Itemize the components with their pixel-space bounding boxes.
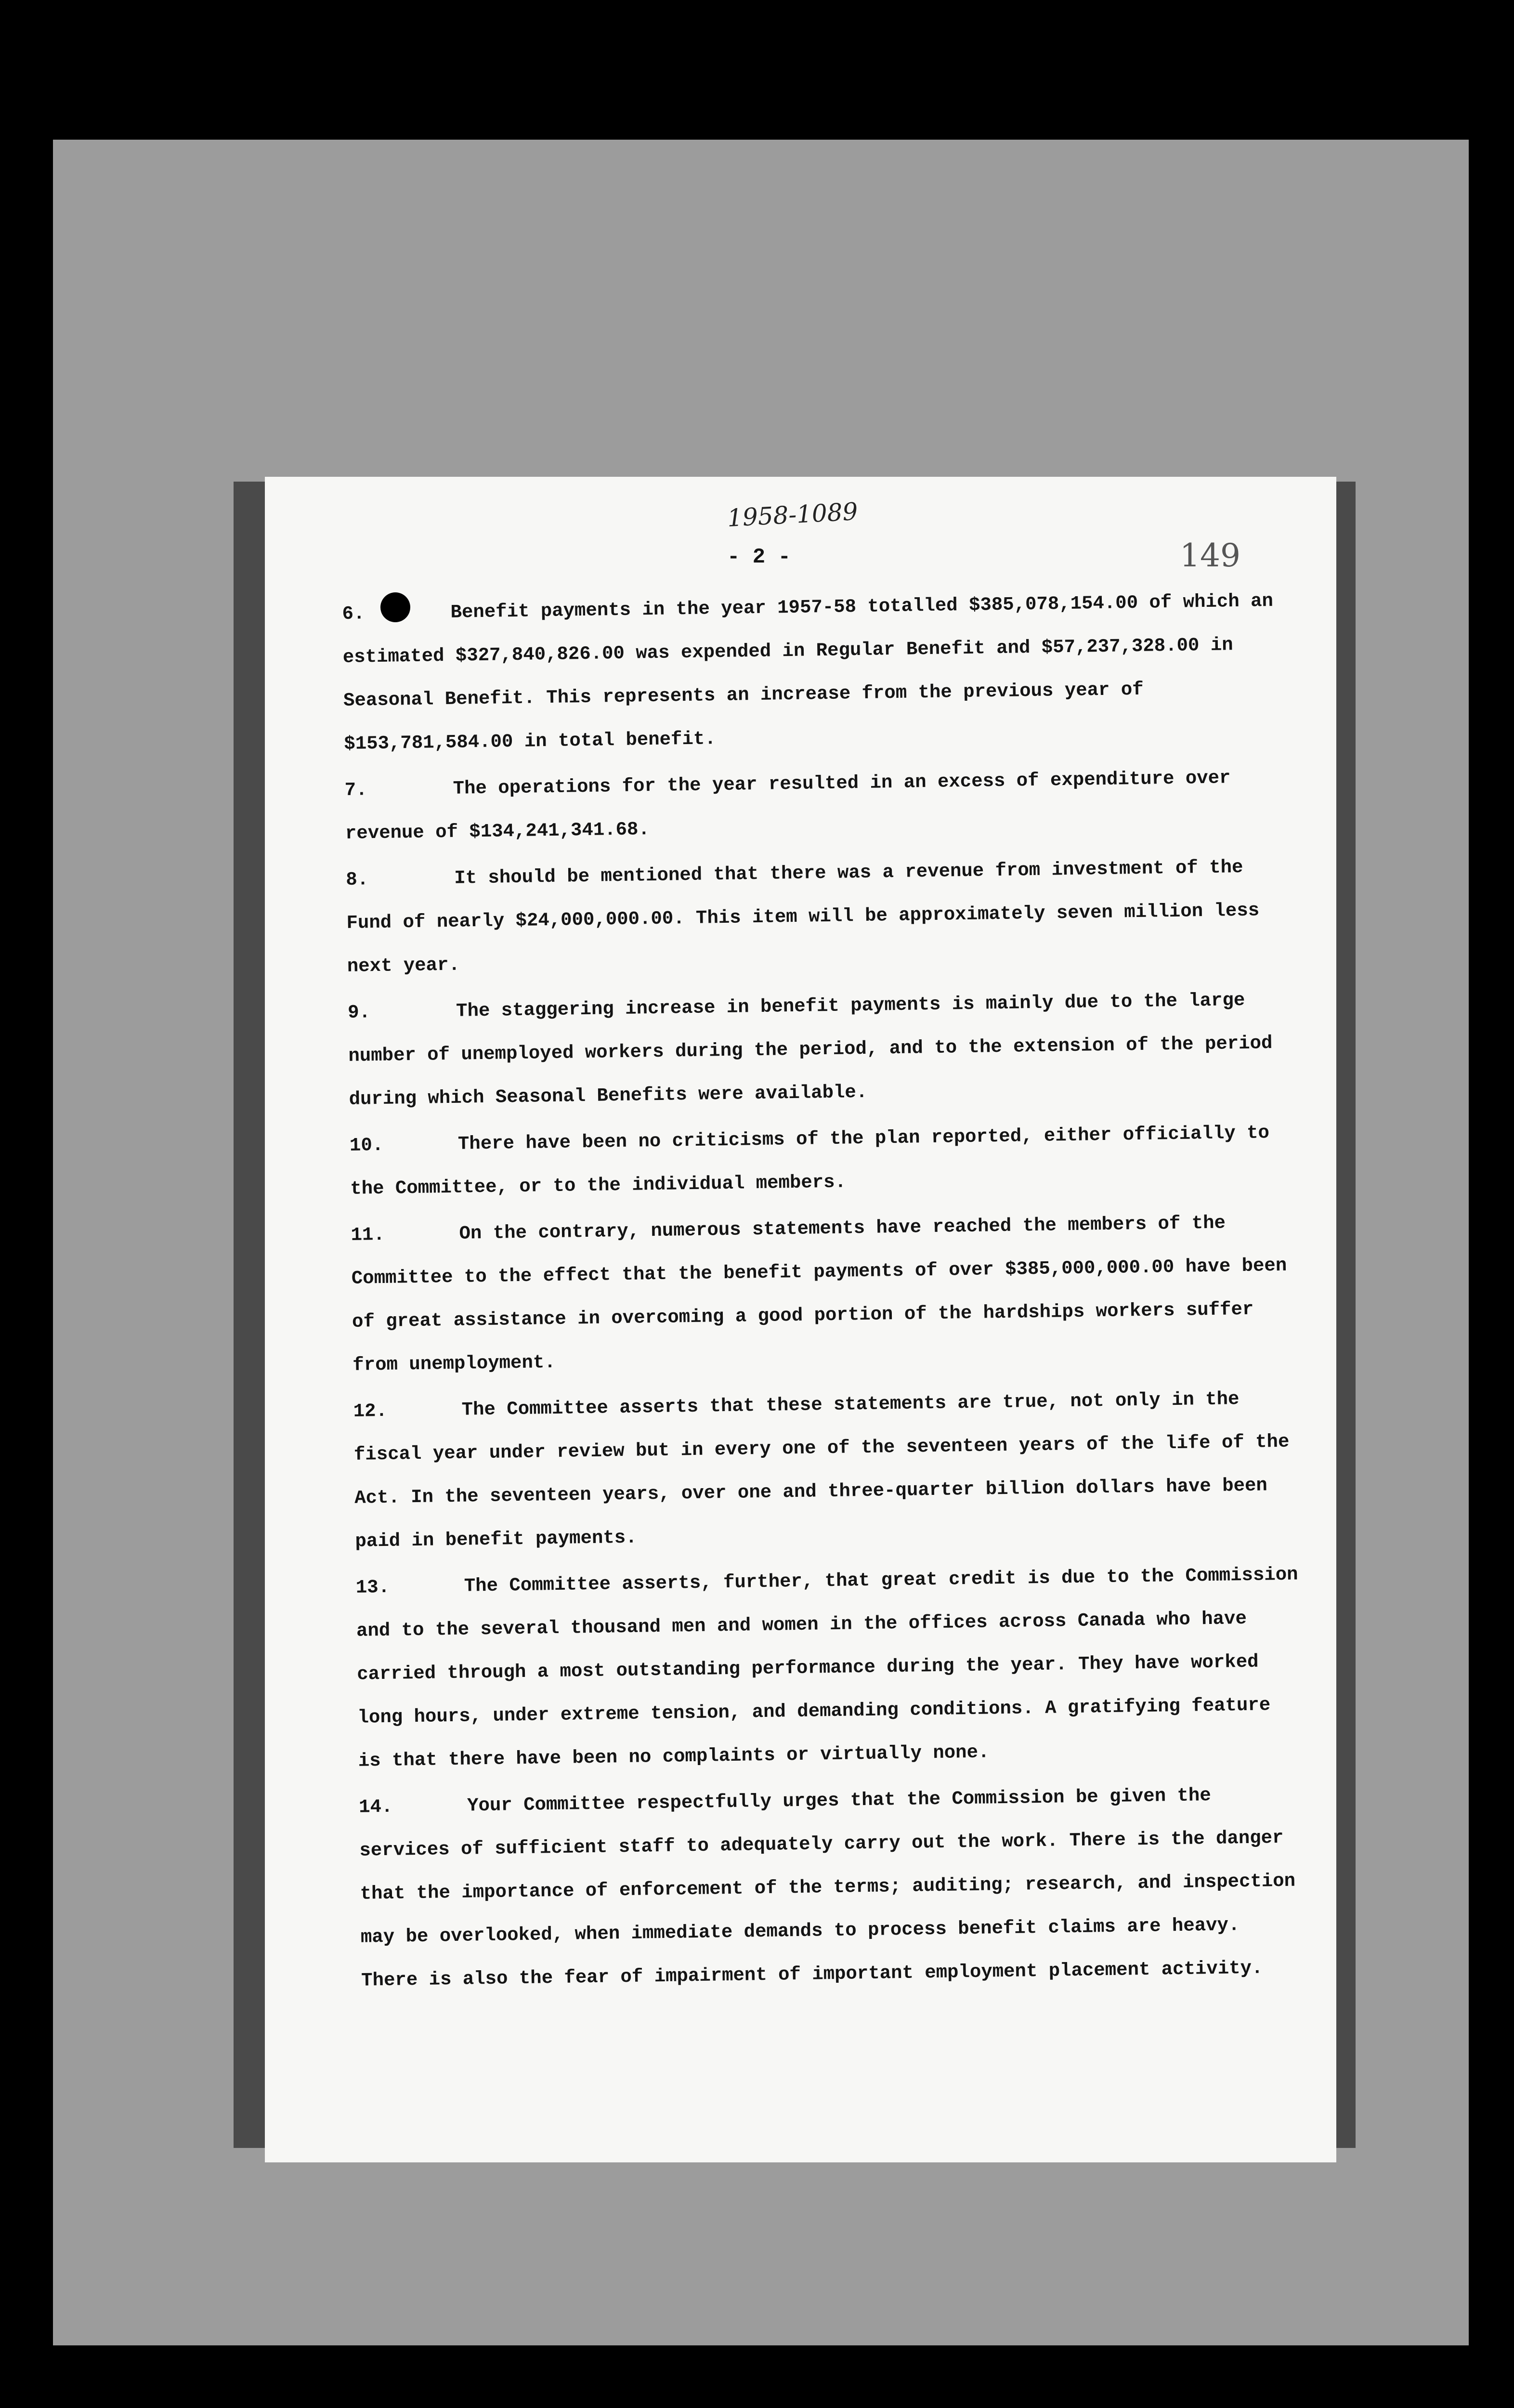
paragraph-number: 8.	[346, 869, 369, 890]
paragraph-number: 7.	[344, 779, 367, 801]
paragraph-number: 9.	[347, 1002, 371, 1023]
page-header	[265, 497, 1336, 574]
paragraph-text: The staggering increase in benefit payments is mainly due to the large number of unemployed workers during the period, and to the extension of the period during which Seasonal Benefits were available.	[348, 989, 1273, 1110]
page-number: - 2 -	[727, 545, 791, 569]
paragraph-text: It should be mentioned that there was a revenue from investment of the Fund of nearly $24,000,000.00. This item will be approximately seven million less next year.	[346, 856, 1260, 977]
paragraph-text: Your Committee respectfully urges that the Commission be given the services of sufficient staff to adequately carry out the work. There is the danger that the importance of enforcement of the terms; auditing; research, and inspection may be overlooked, when immediate demands to process benefit claims are heavy. There is also the fear of impairment of important employment placement activity.	[359, 1785, 1296, 1991]
paragraph-text: The Committee asserts that these statements are true, not only in the fiscal year under review but in every one of the seventeen years of the life of the Act. In the seventeen years, over one and three-quarter billion dollars have been paid in benefit payments.	[353, 1388, 1290, 1552]
paragraph-text: Benefit payments in the year 1957-58 totalled $385,078,154.00 of which an estimated $327,840,826.00 was expended in Regular Benefit and $57,237,328.00 in Seasonal Benefit. This represents an increase from the previous year of $153,781,584.00 in total benefit.	[342, 590, 1274, 755]
paragraph-number: 6.	[342, 603, 365, 625]
paragraph-number: 10.	[349, 1134, 384, 1156]
paragraph-11	[351, 1201, 1297, 1387]
paragraph-number: 14.	[358, 1796, 393, 1818]
paragraph-10	[349, 1111, 1294, 1211]
paragraph-number: 12.	[353, 1400, 388, 1422]
paragraph-9	[348, 978, 1293, 1121]
document-page	[265, 477, 1336, 2162]
paragraph-6	[342, 579, 1288, 766]
paragraph-number: 13.	[355, 1576, 390, 1598]
paragraph-14	[359, 1772, 1305, 2002]
paragraph-8	[346, 845, 1292, 988]
paragraph-text: On the contrary, numerous statements have reached the members of the Committee to the effect that the benefit payments of over $385,000,000.00 have been of great assistance in overcoming a good portion of the hardships workers suffer from unemployment.	[351, 1212, 1287, 1376]
paragraph-7	[344, 756, 1289, 855]
document-body	[342, 579, 1306, 2085]
paragraph-12	[353, 1376, 1299, 1563]
paragraph-text: The operations for the year resulted in an excess of expenditure over revenue of $134,241,341.68.	[345, 767, 1231, 844]
handwritten-reference: 1958-1089	[726, 497, 859, 533]
paragraph-text: The Committee asserts, further, that great credit is due to the Commission and to the several thousand men and women in the offices across Canada who have carried through a most outstanding performance during the year. They have worked long hours, under extreme tension, and demanding conditions. A gratifying feature is that there have been no complaints or virtually none.	[356, 1564, 1298, 1772]
paragraph-number: 11.	[351, 1224, 385, 1246]
stamp-number: 149	[1180, 537, 1240, 574]
paragraph-13	[355, 1553, 1302, 1782]
paragraph-text: There have been no criticisms of the plan reported, either officially to the Committee, or to the individual members.	[350, 1122, 1270, 1200]
